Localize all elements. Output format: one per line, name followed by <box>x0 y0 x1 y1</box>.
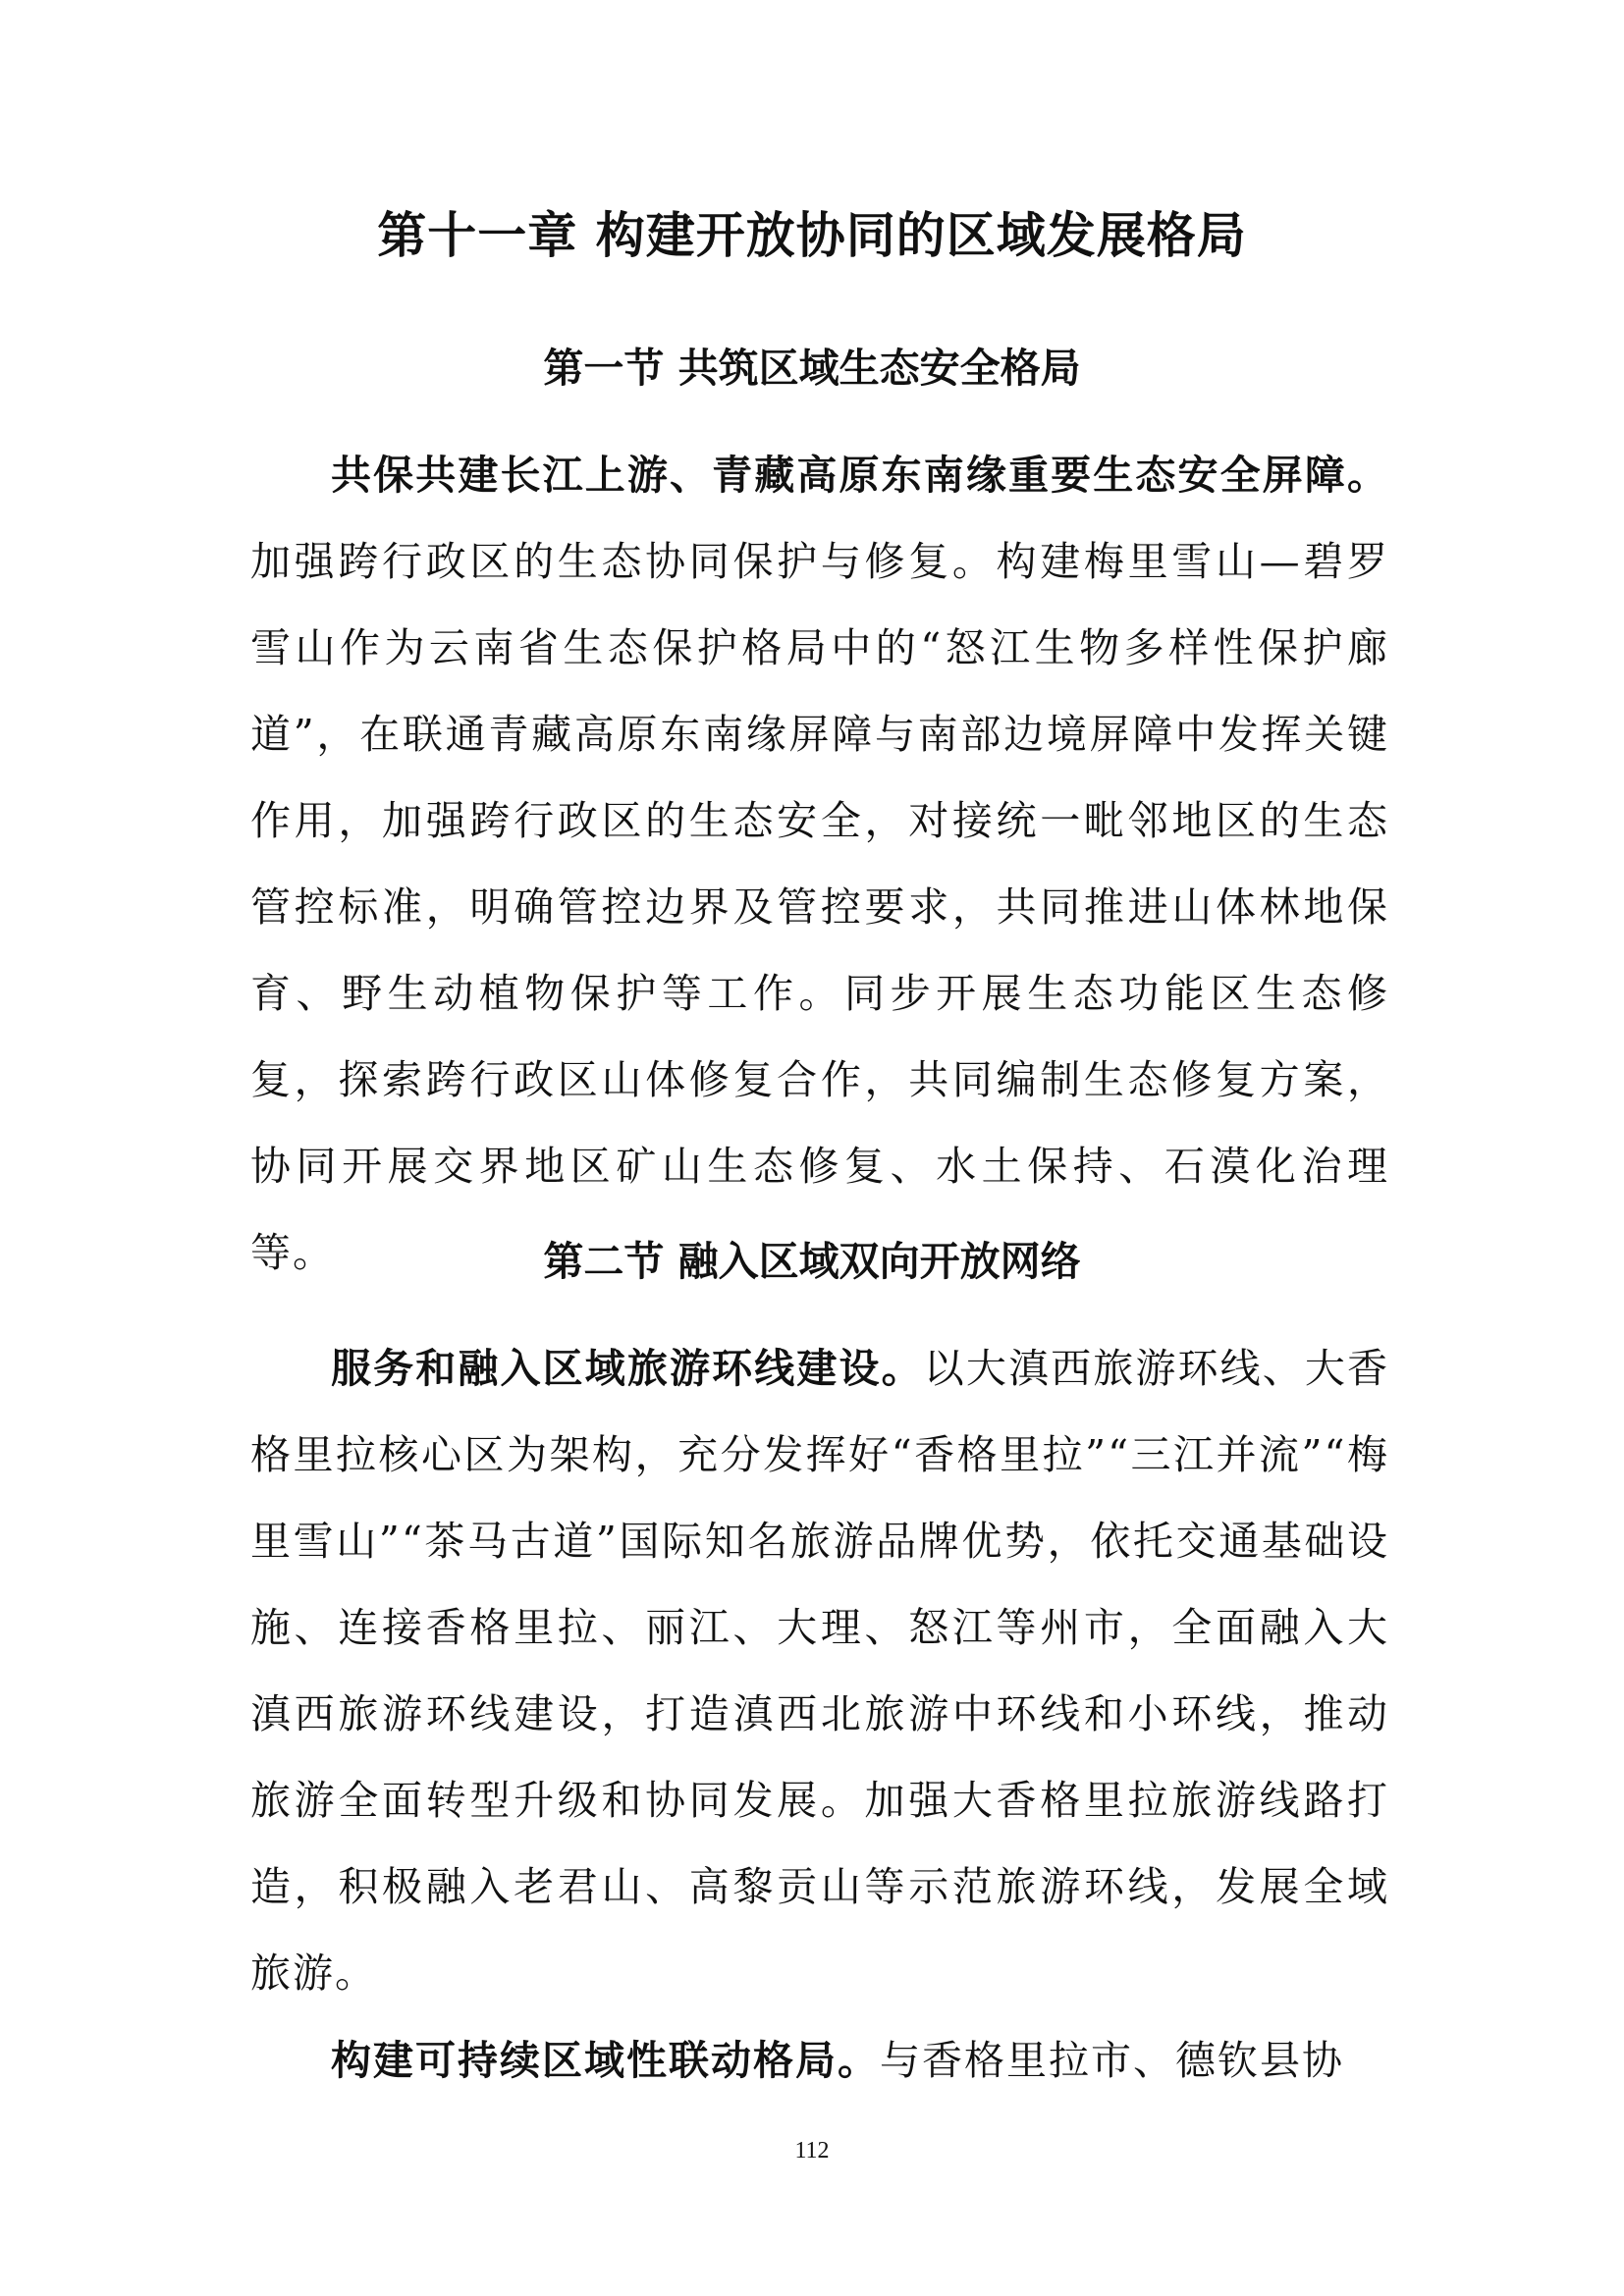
section-title: 第二节 融入区域双向开放网络 <box>543 1238 1081 1285</box>
paragraph-body: 加强跨行政区的生态协同保护与修复。构建梅里雪山—碧罗雪山作为云南省生态保护格局中的“怒江生物多样性保护廊道”，在联通青藏高原东南缘屏障与南部边境屏障中发挥关键作用，加强跨行政区的生态安全，对接统一毗邻地区的生态管控标准，明确管控边界及管控要求，共同推进山体林地保育、野生动植物保护等工作。同步开展生态功能区生态修复，探索跨行政区山体修复合作，共同编制生态修复方案，协同开展交界地区矿山生态修复、水土保持、石漠化治理等。 <box>250 538 1389 1276</box>
page-number: 112 <box>794 2138 830 2163</box>
paragraph-lead: 构建可持续区域性联动格局。 <box>331 2037 880 2084</box>
paragraph <box>250 432 1389 1296</box>
paragraph-body: 以大滇西旅游环线、大香格里拉核心区为架构，充分发挥好“香格里拉”“三江并流”“梅里雪山”“茶马古道”国际知名旅游品牌优势，依托交通基础设施、连接香格里拉、丽江、大理、怒江等州市，全面融入大滇西旅游环线建设，打造滇西北旅游中环线和小环线，推动旅游全面转型升级和协同发展。加强大香格里拉旅游线路打造，积极融入老君山、高黎贡山等示范旅游环线，发展全域旅游。 <box>250 1345 1389 1997</box>
paragraph-lead: 共保共建长江上游、青藏高原东南缘重要生态安全屏障。 <box>331 452 1389 499</box>
section-title: 第一节 共筑区域生态安全格局 <box>543 345 1081 392</box>
paragraph <box>250 2017 1389 2104</box>
paragraph <box>250 1325 1389 2016</box>
paragraph-body: 与香格里拉市、德钦县协 <box>880 2037 1344 2084</box>
chapter-title: 第十一章 构建开放协同的区域发展格局 <box>377 207 1247 264</box>
paragraph-lead: 服务和融入区域旅游环线建设。 <box>331 1345 924 1392</box>
